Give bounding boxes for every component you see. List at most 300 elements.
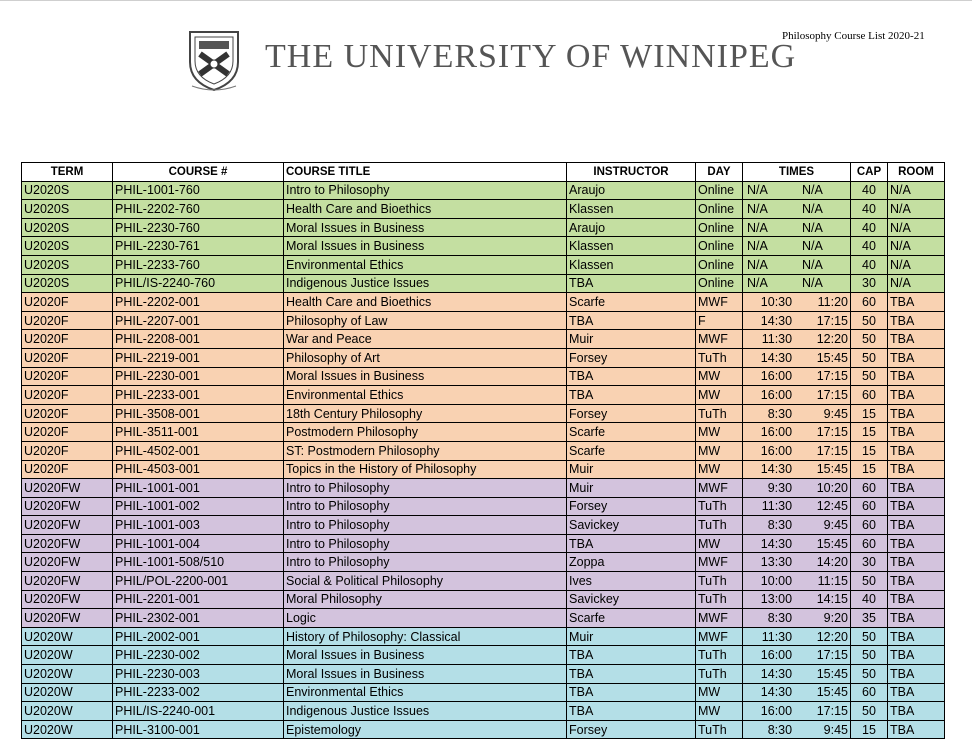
start-time: 14:30 (760, 462, 793, 477)
table-header-row (22, 163, 945, 182)
cap-cell: 60 (851, 497, 888, 516)
room-cell: TBA (888, 646, 945, 665)
cap-cell: 40 (851, 218, 888, 237)
table-row (22, 665, 945, 684)
room-cell: N/A (888, 237, 945, 256)
term-cell: U2020S (22, 181, 113, 200)
course-number-cell: PHIL-2233-001 (113, 386, 284, 405)
end-time: N/A (801, 276, 823, 291)
table-row (22, 386, 945, 405)
header-cap: CAP (851, 163, 888, 182)
day-cell: F (696, 311, 743, 330)
start-time: 14:30 (760, 313, 793, 328)
cap-cell: 30 (851, 553, 888, 572)
header-day: DAY (696, 163, 743, 182)
times-cell (743, 646, 851, 665)
start-time: 8:30 (767, 722, 793, 737)
table-row (22, 423, 945, 442)
instructor-cell: Araujo (567, 181, 696, 200)
table-row (22, 441, 945, 460)
term-cell: U2020FW (22, 516, 113, 535)
instructor-cell: TBA (567, 646, 696, 665)
table-row (22, 181, 945, 200)
course-title-cell: Intro to Philosophy (284, 516, 567, 535)
term-cell: U2020W (22, 646, 113, 665)
cap-cell: 60 (851, 516, 888, 535)
term-cell: U2020FW (22, 497, 113, 516)
end-time: 17:15 (816, 369, 848, 384)
course-title-cell: Indigenous Justice Issues (284, 702, 567, 721)
room-cell: TBA (888, 516, 945, 535)
instructor-cell: Scarfe (567, 423, 696, 442)
table-row (22, 367, 945, 386)
course-number-cell: PHIL/IS-2240-001 (113, 702, 284, 721)
start-time: 16:00 (760, 387, 793, 402)
end-time: 17:15 (816, 443, 848, 458)
room-cell: TBA (888, 497, 945, 516)
start-time: N/A (747, 276, 768, 291)
term-cell: U2020S (22, 274, 113, 293)
times-cell (743, 665, 851, 684)
times-cell (743, 200, 851, 219)
end-time: N/A (801, 239, 823, 254)
room-cell: TBA (888, 572, 945, 591)
end-time: 10:20 (816, 480, 848, 495)
times-cell (743, 237, 851, 256)
term-cell: U2020F (22, 330, 113, 349)
course-number-cell: PHIL-2230-001 (113, 367, 284, 386)
times-cell (743, 534, 851, 553)
cap-cell: 50 (851, 572, 888, 591)
end-time: 9:45 (823, 722, 848, 737)
room-cell: TBA (888, 702, 945, 721)
day-cell: TuTh (696, 348, 743, 367)
course-number-cell: PHIL-2230-760 (113, 218, 284, 237)
course-title-cell: Postmodern Philosophy (284, 423, 567, 442)
end-time: 17:15 (816, 313, 848, 328)
term-cell: U2020FW (22, 609, 113, 628)
course-title-cell: Indigenous Justice Issues (284, 274, 567, 293)
end-time: 14:20 (816, 555, 848, 570)
times-cell (743, 479, 851, 498)
day-cell: MWF (696, 330, 743, 349)
table-row (22, 590, 945, 609)
times-cell (743, 218, 851, 237)
instructor-cell: Forsey (567, 348, 696, 367)
room-cell: TBA (888, 627, 945, 646)
times-cell (743, 627, 851, 646)
cap-cell: 15 (851, 441, 888, 460)
course-number-cell: PHIL-3508-001 (113, 404, 284, 423)
course-title-cell: Intro to Philosophy (284, 497, 567, 516)
start-time: 11:30 (761, 499, 793, 514)
day-cell: MW (696, 423, 743, 442)
room-cell: TBA (888, 553, 945, 572)
instructor-cell: Zoppa (567, 553, 696, 572)
instructor-cell: Klassen (567, 237, 696, 256)
term-cell: U2020S (22, 255, 113, 274)
start-time: 9:30 (767, 480, 793, 495)
end-time: 17:15 (816, 648, 848, 663)
cap-cell: 50 (851, 627, 888, 646)
instructor-cell: Scarfe (567, 609, 696, 628)
end-time: 11:15 (817, 573, 848, 588)
start-time: N/A (747, 257, 768, 272)
start-time: 16:00 (760, 648, 793, 663)
course-number-cell: PHIL-2202-001 (113, 293, 284, 312)
day-cell: TuTh (696, 516, 743, 535)
term-cell: U2020W (22, 627, 113, 646)
instructor-cell: Klassen (567, 200, 696, 219)
room-cell: TBA (888, 330, 945, 349)
term-cell: U2020FW (22, 553, 113, 572)
course-number-cell: PHIL/POL-2200-001 (113, 572, 284, 591)
room-cell: TBA (888, 367, 945, 386)
table-row (22, 404, 945, 423)
top-border-line (0, 0, 972, 1)
instructor-cell: Muir (567, 627, 696, 646)
term-cell: U2020W (22, 665, 113, 684)
table-body (22, 181, 945, 739)
times-cell (743, 553, 851, 572)
table-row (22, 479, 945, 498)
table-row (22, 348, 945, 367)
course-number-cell: PHIL-2219-001 (113, 348, 284, 367)
day-cell: MW (696, 441, 743, 460)
day-cell: MWF (696, 479, 743, 498)
times-cell (743, 702, 851, 721)
course-table (21, 162, 945, 739)
term-cell: U2020W (22, 720, 113, 739)
cap-cell: 50 (851, 348, 888, 367)
course-number-cell: PHIL-2207-001 (113, 311, 284, 330)
end-time: N/A (801, 183, 823, 198)
day-cell: Online (696, 200, 743, 219)
end-time: 15:45 (816, 685, 848, 700)
times-cell (743, 181, 851, 200)
cap-cell: 60 (851, 293, 888, 312)
end-time: 15:45 (816, 666, 848, 681)
end-time: N/A (801, 220, 823, 235)
end-time: 12:20 (816, 629, 848, 644)
times-cell (743, 423, 851, 442)
day-cell: MW (696, 460, 743, 479)
end-time: 9:45 (823, 518, 848, 533)
day-cell: TuTh (696, 590, 743, 609)
course-title-cell: Moral Philosophy (284, 590, 567, 609)
day-cell: Online (696, 274, 743, 293)
course-title-cell: Moral Issues in Business (284, 646, 567, 665)
table-row (22, 627, 945, 646)
table-row (22, 534, 945, 553)
term-cell: U2020W (22, 683, 113, 702)
course-title-cell: Logic (284, 609, 567, 628)
course-title-cell: Environmental Ethics (284, 255, 567, 274)
course-number-cell: PHIL-2208-001 (113, 330, 284, 349)
header-term: TERM (22, 163, 113, 182)
room-cell: TBA (888, 293, 945, 312)
instructor-cell: TBA (567, 311, 696, 330)
course-title-cell: History of Philosophy: Classical (284, 627, 567, 646)
term-cell: U2020F (22, 348, 113, 367)
term-cell: U2020FW (22, 590, 113, 609)
start-time: 16:00 (760, 425, 793, 440)
room-cell: TBA (888, 534, 945, 553)
header-times: TIMES (743, 163, 851, 182)
course-list-title: Philosophy Course List 2020-21 (782, 30, 925, 42)
term-cell: U2020F (22, 423, 113, 442)
cap-cell: 50 (851, 311, 888, 330)
cap-cell: 40 (851, 590, 888, 609)
table-row (22, 330, 945, 349)
instructor-cell: TBA (567, 683, 696, 702)
instructor-cell: Araujo (567, 218, 696, 237)
cap-cell: 50 (851, 367, 888, 386)
table-row (22, 683, 945, 702)
cap-cell: 60 (851, 534, 888, 553)
day-cell: MW (696, 386, 743, 405)
day-cell: TuTh (696, 404, 743, 423)
course-title-cell: Moral Issues in Business (284, 367, 567, 386)
day-cell: MWF (696, 553, 743, 572)
term-cell: U2020S (22, 200, 113, 219)
table-row (22, 218, 945, 237)
term-cell: U2020F (22, 367, 113, 386)
course-title-cell: Environmental Ethics (284, 386, 567, 405)
room-cell: TBA (888, 683, 945, 702)
start-time: 14:30 (760, 685, 793, 700)
times-cell (743, 386, 851, 405)
start-time: 14:30 (760, 666, 793, 681)
cap-cell: 40 (851, 200, 888, 219)
term-cell: U2020F (22, 311, 113, 330)
table-row (22, 311, 945, 330)
end-time: 9:20 (823, 611, 848, 626)
cap-cell: 15 (851, 404, 888, 423)
day-cell: Online (696, 237, 743, 256)
end-time: N/A (801, 201, 823, 216)
room-cell: TBA (888, 590, 945, 609)
day-cell: MW (696, 367, 743, 386)
term-cell: U2020F (22, 404, 113, 423)
room-cell: TBA (888, 460, 945, 479)
start-time: N/A (747, 220, 768, 235)
room-cell: TBA (888, 386, 945, 405)
day-cell: MW (696, 683, 743, 702)
instructor-cell: Muir (567, 330, 696, 349)
start-time: N/A (747, 183, 768, 198)
course-number-cell: PHIL-2233-760 (113, 255, 284, 274)
course-number-cell: PHIL-1001-001 (113, 479, 284, 498)
cap-cell: 30 (851, 274, 888, 293)
course-title-cell: Philosophy of Art (284, 348, 567, 367)
start-time: 13:00 (760, 592, 793, 607)
end-time: N/A (801, 257, 823, 272)
start-time: 13:30 (760, 555, 793, 570)
term-cell: U2020S (22, 218, 113, 237)
cap-cell: 35 (851, 609, 888, 628)
term-cell: U2020S (22, 237, 113, 256)
day-cell: MW (696, 534, 743, 553)
cap-cell: 40 (851, 181, 888, 200)
term-cell: U2020FW (22, 479, 113, 498)
times-cell (743, 255, 851, 274)
course-number-cell: PHIL-3511-001 (113, 423, 284, 442)
day-cell: MWF (696, 627, 743, 646)
header-room: ROOM (888, 163, 945, 182)
instructor-cell: Savickey (567, 516, 696, 535)
cap-cell: 40 (851, 237, 888, 256)
university-crest-logo (186, 28, 242, 92)
room-cell: TBA (888, 720, 945, 739)
day-cell: Online (696, 255, 743, 274)
table-row (22, 237, 945, 256)
start-time: 16:00 (760, 704, 793, 719)
cap-cell: 50 (851, 702, 888, 721)
course-number-cell: PHIL-2230-003 (113, 665, 284, 684)
header-instructor: INSTRUCTOR (567, 163, 696, 182)
end-time: 9:45 (823, 406, 848, 421)
course-title-cell: Topics in the History of Philosophy (284, 460, 567, 479)
start-time: 11:30 (761, 629, 793, 644)
table-row (22, 200, 945, 219)
start-time: 8:30 (767, 611, 793, 626)
instructor-cell: Muir (567, 460, 696, 479)
instructor-cell: TBA (567, 367, 696, 386)
course-number-cell: PHIL-1001-003 (113, 516, 284, 535)
day-cell: MWF (696, 293, 743, 312)
course-title-cell: War and Peace (284, 330, 567, 349)
room-cell: TBA (888, 609, 945, 628)
course-number-cell: PHIL-2202-760 (113, 200, 284, 219)
term-cell: U2020F (22, 293, 113, 312)
instructor-cell: Klassen (567, 255, 696, 274)
instructor-cell: Savickey (567, 590, 696, 609)
course-number-cell: PHIL-1001-002 (113, 497, 284, 516)
day-cell: TuTh (696, 572, 743, 591)
table-row (22, 553, 945, 572)
course-number-cell: PHIL-2302-001 (113, 609, 284, 628)
start-time: 11:30 (761, 332, 793, 347)
times-cell (743, 460, 851, 479)
day-cell: TuTh (696, 497, 743, 516)
end-time: 17:15 (816, 704, 848, 719)
times-cell (743, 516, 851, 535)
cap-cell: 50 (851, 330, 888, 349)
times-cell (743, 330, 851, 349)
day-cell: MWF (696, 609, 743, 628)
start-time: 8:30 (767, 518, 793, 533)
course-title-cell: Intro to Philosophy (284, 534, 567, 553)
day-cell: TuTh (696, 720, 743, 739)
start-time: 14:30 (760, 536, 793, 551)
term-cell: U2020W (22, 702, 113, 721)
end-time: 14:15 (816, 592, 848, 607)
instructor-cell: TBA (567, 702, 696, 721)
end-time: 15:45 (816, 350, 848, 365)
times-cell (743, 311, 851, 330)
times-cell (743, 720, 851, 739)
table-row (22, 609, 945, 628)
start-time: 8:30 (767, 406, 793, 421)
table-row (22, 497, 945, 516)
end-time: 12:45 (816, 499, 848, 514)
times-cell (743, 293, 851, 312)
cap-cell: 60 (851, 386, 888, 405)
course-title-cell: Philosophy of Law (284, 311, 567, 330)
instructor-cell: Scarfe (567, 293, 696, 312)
course-title-cell: Intro to Philosophy (284, 553, 567, 572)
table-row (22, 646, 945, 665)
instructor-cell: TBA (567, 386, 696, 405)
instructor-cell: TBA (567, 274, 696, 293)
cap-cell: 60 (851, 683, 888, 702)
course-number-cell: PHIL-1001-760 (113, 181, 284, 200)
end-time: 15:45 (816, 462, 848, 477)
course-number-cell: PHIL-1001-508/510 (113, 553, 284, 572)
start-time: 10:00 (760, 573, 793, 588)
term-cell: U2020F (22, 386, 113, 405)
room-cell: TBA (888, 441, 945, 460)
cap-cell: 15 (851, 460, 888, 479)
room-cell: N/A (888, 181, 945, 200)
cap-cell: 60 (851, 479, 888, 498)
instructor-cell: Ives (567, 572, 696, 591)
course-title-cell: Health Care and Bioethics (284, 293, 567, 312)
course-number-cell: PHIL-2230-761 (113, 237, 284, 256)
course-title-cell: Health Care and Bioethics (284, 200, 567, 219)
instructor-cell: TBA (567, 665, 696, 684)
table-row (22, 572, 945, 591)
room-cell: TBA (888, 423, 945, 442)
course-number-cell: PHIL-2002-001 (113, 627, 284, 646)
university-name: THE UNIVERSITY OF WINNIPEG (265, 38, 797, 75)
end-time: 12:20 (816, 332, 848, 347)
day-cell: Online (696, 181, 743, 200)
header-course-number: COURSE # (113, 163, 284, 182)
times-cell (743, 367, 851, 386)
course-title-cell: 18th Century Philosophy (284, 404, 567, 423)
room-cell: TBA (888, 479, 945, 498)
instructor-cell: TBA (567, 534, 696, 553)
room-cell: N/A (888, 218, 945, 237)
instructor-cell: Forsey (567, 497, 696, 516)
day-cell: TuTh (696, 646, 743, 665)
table-row (22, 255, 945, 274)
start-time: 16:00 (760, 369, 793, 384)
day-cell: TuTh (696, 665, 743, 684)
course-title-cell: Moral Issues in Business (284, 665, 567, 684)
table-row (22, 274, 945, 293)
instructor-cell: Forsey (567, 404, 696, 423)
times-cell (743, 683, 851, 702)
room-cell: TBA (888, 348, 945, 367)
cap-cell: 50 (851, 665, 888, 684)
header-course-title: COURSE TITLE (284, 163, 567, 182)
times-cell (743, 590, 851, 609)
start-time: 10:30 (760, 294, 793, 309)
cap-cell: 15 (851, 423, 888, 442)
course-number-cell: PHIL-2233-002 (113, 683, 284, 702)
course-title-cell: Intro to Philosophy (284, 181, 567, 200)
course-number-cell: PHIL-3100-001 (113, 720, 284, 739)
course-number-cell: PHIL-2230-002 (113, 646, 284, 665)
course-title-cell: Moral Issues in Business (284, 237, 567, 256)
table-row (22, 516, 945, 535)
term-cell: U2020F (22, 441, 113, 460)
cap-cell: 40 (851, 255, 888, 274)
course-title-cell: Social & Political Philosophy (284, 572, 567, 591)
